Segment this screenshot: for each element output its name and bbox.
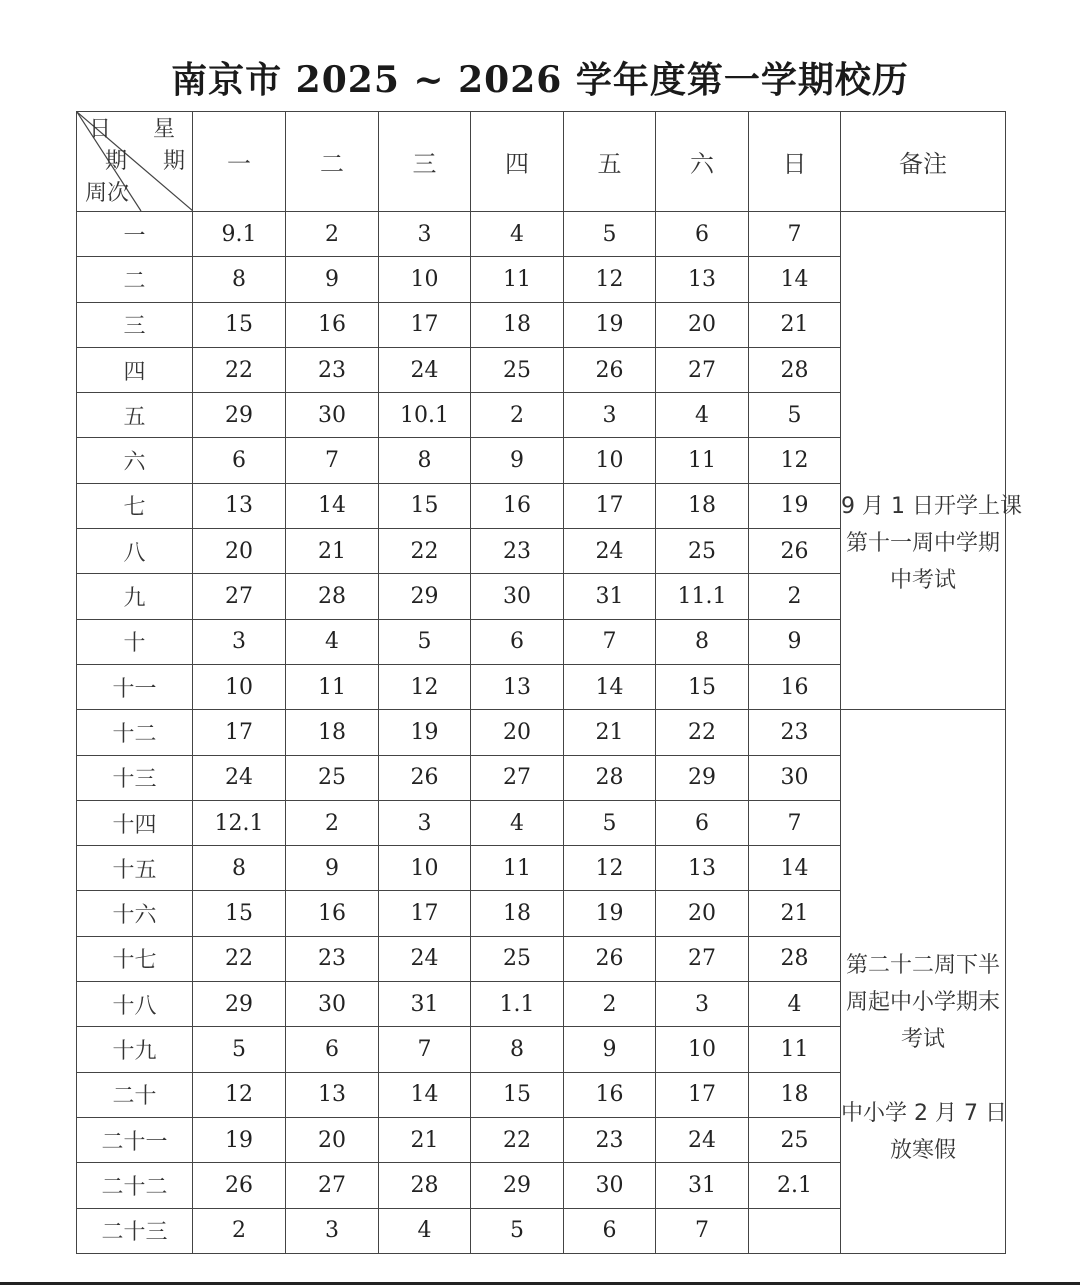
date-cell-mon: 24 — [193, 755, 286, 800]
week-number-cell: 九 — [77, 574, 193, 619]
date-cell-sun — [749, 1208, 841, 1253]
date-cell-mon: 17 — [193, 710, 286, 755]
corner-period-left-label: 期 — [105, 149, 128, 174]
date-cell-fri: 31 — [564, 574, 656, 619]
week-number-cell: 十三 — [77, 755, 193, 800]
week-number-cell: 十五 — [77, 846, 193, 891]
page-title: 南京市 2025 ~ 2026 学年度第一学期校历 — [171, 59, 909, 101]
date-cell-sat: 7 — [656, 1208, 749, 1253]
week-number-cell: 十八 — [77, 982, 193, 1027]
date-cell-mon: 9.1 — [193, 212, 286, 257]
date-cell-fri: 10 — [564, 438, 656, 483]
date-cell-tue: 30 — [286, 393, 379, 438]
date-cell-mon: 29 — [193, 982, 286, 1027]
date-cell-thu: 9 — [471, 438, 564, 483]
date-cell-tue: 16 — [286, 302, 379, 347]
week-number-cell: 二十三 — [77, 1208, 193, 1253]
date-cell-sun: 19 — [749, 483, 841, 528]
date-cell-sun: 4 — [749, 982, 841, 1027]
date-cell-thu: 11 — [471, 257, 564, 302]
date-cell-sat: 15 — [656, 664, 749, 709]
date-cell-sat: 18 — [656, 483, 749, 528]
date-cell-thu: 22 — [471, 1117, 564, 1162]
date-cell-sun: 21 — [749, 891, 841, 936]
date-cell-sun: 2.1 — [749, 1163, 841, 1208]
date-cell-fri: 9 — [564, 1027, 656, 1072]
week-number-cell: 十七 — [77, 936, 193, 981]
date-cell-sat: 29 — [656, 755, 749, 800]
date-cell-mon: 22 — [193, 347, 286, 392]
date-cell-sat: 11 — [656, 438, 749, 483]
date-cell-thu: 4 — [471, 800, 564, 845]
date-cell-fri: 12 — [564, 257, 656, 302]
week-number-cell: 一 — [77, 212, 193, 257]
date-cell-mon: 8 — [193, 257, 286, 302]
date-cell-sat: 6 — [656, 800, 749, 845]
date-cell-sat: 3 — [656, 982, 749, 1027]
notes-text — [841, 488, 1022, 599]
date-cell-sat: 13 — [656, 846, 749, 891]
date-cell-mon: 5 — [193, 1027, 286, 1072]
date-cell-wed: 5 — [379, 619, 471, 664]
date-cell-mon: 26 — [193, 1163, 286, 1208]
date-cell-tue: 28 — [286, 574, 379, 619]
note-line: 中考试 — [889, 568, 956, 594]
week-number-cell: 六 — [77, 438, 193, 483]
week-number-cell: 二 — [77, 257, 193, 302]
date-cell-mon: 22 — [193, 936, 286, 981]
date-cell-sun: 5 — [749, 393, 841, 438]
date-cell-fri: 7 — [564, 619, 656, 664]
date-cell-wed: 17 — [379, 302, 471, 347]
date-cell-wed: 8 — [379, 438, 471, 483]
date-cell-sat: 10 — [656, 1027, 749, 1072]
date-cell-wed: 22 — [379, 529, 471, 574]
date-cell-sun: 23 — [749, 710, 841, 755]
date-cell-sat: 31 — [656, 1163, 749, 1208]
date-cell-thu: 25 — [471, 936, 564, 981]
date-cell-sat: 4 — [656, 393, 749, 438]
date-cell-mon: 12 — [193, 1072, 286, 1117]
date-cell-thu: 1.1 — [471, 982, 564, 1027]
week-number-cell: 二十二 — [77, 1163, 193, 1208]
date-cell-mon: 8 — [193, 846, 286, 891]
date-cell-fri: 17 — [564, 483, 656, 528]
date-cell-fri: 19 — [564, 302, 656, 347]
weekday-header-wed: 三 — [379, 112, 471, 212]
date-cell-wed: 24 — [379, 936, 471, 981]
date-cell-thu: 18 — [471, 302, 564, 347]
date-cell-sun: 30 — [749, 755, 841, 800]
date-cell-wed: 10.1 — [379, 393, 471, 438]
date-cell-mon: 6 — [193, 438, 286, 483]
date-cell-thu: 30 — [471, 574, 564, 619]
date-cell-sun: 18 — [749, 1072, 841, 1117]
date-cell-tue: 27 — [286, 1163, 379, 1208]
date-cell-tue: 2 — [286, 800, 379, 845]
date-cell-wed: 14 — [379, 1072, 471, 1117]
date-cell-wed: 26 — [379, 755, 471, 800]
date-cell-tue: 25 — [286, 755, 379, 800]
date-cell-wed: 10 — [379, 257, 471, 302]
table-row — [77, 212, 1006, 257]
note-line: 考试 — [900, 1027, 945, 1053]
date-cell-tue: 21 — [286, 529, 379, 574]
date-cell-thu: 6 — [471, 619, 564, 664]
date-cell-thu: 16 — [471, 483, 564, 528]
date-cell-thu: 8 — [471, 1027, 564, 1072]
date-cell-wed: 19 — [379, 710, 471, 755]
week-number-cell: 三 — [77, 302, 193, 347]
date-cell-tue: 23 — [286, 936, 379, 981]
date-cell-wed: 12 — [379, 664, 471, 709]
corner-star-label: 星 — [153, 117, 176, 142]
date-cell-tue: 7 — [286, 438, 379, 483]
date-cell-tue: 18 — [286, 710, 379, 755]
date-cell-wed: 4 — [379, 1208, 471, 1253]
date-cell-fri: 30 — [564, 1163, 656, 1208]
date-cell-tue: 23 — [286, 347, 379, 392]
date-cell-mon: 3 — [193, 619, 286, 664]
date-cell-thu: 5 — [471, 1208, 564, 1253]
date-cell-tue: 13 — [286, 1072, 379, 1117]
date-cell-fri: 23 — [564, 1117, 656, 1162]
date-cell-thu: 13 — [471, 664, 564, 709]
date-cell-thu: 2 — [471, 393, 564, 438]
date-cell-sun: 9 — [749, 619, 841, 664]
date-cell-wed: 31 — [379, 982, 471, 1027]
week-number-cell: 二十一 — [77, 1117, 193, 1162]
date-cell-fri: 21 — [564, 710, 656, 755]
date-cell-wed: 17 — [379, 891, 471, 936]
weekday-header-mon: 一 — [193, 112, 286, 212]
date-cell-fri: 3 — [564, 393, 656, 438]
week-number-cell: 七 — [77, 483, 193, 528]
date-cell-sat: 27 — [656, 936, 749, 981]
note-line: 周起中小学期末 — [845, 990, 1000, 1016]
date-cell-mon: 12.1 — [193, 800, 286, 845]
date-cell-sat: 11.1 — [656, 574, 749, 619]
date-cell-tue: 9 — [286, 846, 379, 891]
date-cell-tue: 14 — [286, 483, 379, 528]
date-cell-wed: 24 — [379, 347, 471, 392]
note-line — [841, 1058, 1005, 1095]
date-cell-tue: 11 — [286, 664, 379, 709]
calendar-body — [77, 212, 1022, 1254]
date-cell-fri: 28 — [564, 755, 656, 800]
date-cell-sun: 28 — [749, 347, 841, 392]
date-cell-thu: 25 — [471, 347, 564, 392]
date-cell-thu: 15 — [471, 1072, 564, 1117]
week-number-cell: 十 — [77, 619, 193, 664]
weekday-header-tue: 二 — [286, 112, 379, 212]
date-cell-fri: 19 — [564, 891, 656, 936]
date-cell-sun: 28 — [749, 936, 841, 981]
date-cell-tue: 16 — [286, 891, 379, 936]
date-cell-fri: 26 — [564, 936, 656, 981]
date-cell-mon: 20 — [193, 529, 286, 574]
notes-text — [841, 947, 1005, 1169]
notes-cell — [841, 710, 1006, 1254]
date-cell-wed: 10 — [379, 846, 471, 891]
header-row — [77, 112, 1006, 212]
date-cell-fri: 5 — [564, 212, 656, 257]
date-cell-wed: 3 — [379, 800, 471, 845]
date-cell-sat: 24 — [656, 1117, 749, 1162]
date-cell-sat: 8 — [656, 619, 749, 664]
date-cell-sat: 27 — [656, 347, 749, 392]
date-cell-sat: 17 — [656, 1072, 749, 1117]
date-cell-sat: 22 — [656, 710, 749, 755]
corner-day-label: 日 — [89, 117, 112, 142]
date-cell-mon: 29 — [193, 393, 286, 438]
week-number-cell: 五 — [77, 393, 193, 438]
date-cell-fri: 16 — [564, 1072, 656, 1117]
date-cell-tue: 30 — [286, 982, 379, 1027]
week-number-cell: 十四 — [77, 800, 193, 845]
weekday-header-fri: 五 — [564, 112, 656, 212]
week-number-cell: 四 — [77, 347, 193, 392]
date-cell-mon: 15 — [193, 891, 286, 936]
week-number-cell: 二十 — [77, 1072, 193, 1117]
date-cell-fri: 6 — [564, 1208, 656, 1253]
date-cell-sun: 11 — [749, 1027, 841, 1072]
date-cell-sun: 25 — [749, 1117, 841, 1162]
date-cell-sun: 21 — [749, 302, 841, 347]
date-cell-sun: 7 — [749, 212, 841, 257]
date-cell-sun: 14 — [749, 846, 841, 891]
date-cell-fri: 2 — [564, 982, 656, 1027]
date-cell-thu: 4 — [471, 212, 564, 257]
date-cell-tue: 3 — [286, 1208, 379, 1253]
date-cell-mon: 19 — [193, 1117, 286, 1162]
date-cell-tue: 2 — [286, 212, 379, 257]
note-line: 放寒假 — [889, 1138, 956, 1164]
date-cell-fri: 14 — [564, 664, 656, 709]
date-cell-tue: 6 — [286, 1027, 379, 1072]
date-cell-wed: 15 — [379, 483, 471, 528]
date-cell-wed: 3 — [379, 212, 471, 257]
note-line: 第十一周中学期 — [845, 531, 1000, 557]
date-cell-sun: 2 — [749, 574, 841, 619]
date-cell-fri: 5 — [564, 800, 656, 845]
week-number-cell: 八 — [77, 529, 193, 574]
school-calendar-table — [76, 111, 1022, 1254]
date-cell-sun: 16 — [749, 664, 841, 709]
bottom-divider — [0, 1282, 1080, 1285]
week-number-cell: 十六 — [77, 891, 193, 936]
date-cell-wed: 29 — [379, 574, 471, 619]
corner-period-right-label: 期 — [163, 149, 186, 174]
week-number-cell: 十二 — [77, 710, 193, 755]
date-cell-wed: 7 — [379, 1027, 471, 1072]
date-cell-thu: 18 — [471, 891, 564, 936]
date-cell-thu: 23 — [471, 529, 564, 574]
date-cell-thu: 11 — [471, 846, 564, 891]
note-line: 9 月 1 日开学上课 — [841, 494, 1022, 520]
weekday-header-sun: 日 — [749, 112, 841, 212]
date-cell-sat: 20 — [656, 302, 749, 347]
week-number-cell: 十一 — [77, 664, 193, 709]
date-cell-sun: 14 — [749, 257, 841, 302]
note-line: 第二十二周下半 — [845, 953, 1000, 979]
date-cell-fri: 12 — [564, 846, 656, 891]
date-cell-mon: 27 — [193, 574, 286, 619]
table-row — [77, 710, 1006, 755]
date-cell-mon: 2 — [193, 1208, 286, 1253]
date-cell-sun: 12 — [749, 438, 841, 483]
date-cell-wed: 28 — [379, 1163, 471, 1208]
corner-header-cell — [77, 112, 193, 212]
weekday-header-sat: 六 — [656, 112, 749, 212]
date-cell-fri: 24 — [564, 529, 656, 574]
date-cell-sun: 26 — [749, 529, 841, 574]
date-cell-tue: 4 — [286, 619, 379, 664]
date-cell-sun: 7 — [749, 800, 841, 845]
date-cell-mon: 15 — [193, 302, 286, 347]
date-cell-sat: 13 — [656, 257, 749, 302]
date-cell-thu: 29 — [471, 1163, 564, 1208]
corner-week-label: 周次 — [85, 181, 130, 206]
date-cell-thu: 27 — [471, 755, 564, 800]
date-cell-tue: 9 — [286, 257, 379, 302]
date-cell-mon: 13 — [193, 483, 286, 528]
notes-cell — [841, 212, 1022, 710]
date-cell-mon: 10 — [193, 664, 286, 709]
date-cell-wed: 21 — [379, 1117, 471, 1162]
date-cell-sat: 6 — [656, 212, 749, 257]
date-cell-sat: 25 — [656, 529, 749, 574]
date-cell-tue: 20 — [286, 1117, 379, 1162]
weekday-header-thu: 四 — [471, 112, 564, 212]
date-cell-fri: 26 — [564, 347, 656, 392]
week-number-cell: 十九 — [77, 1027, 193, 1072]
notes-header: 备注 — [841, 112, 1006, 212]
note-line: 中小学 2 月 7 日 — [841, 1101, 1007, 1127]
date-cell-thu: 20 — [471, 710, 564, 755]
date-cell-sat: 20 — [656, 891, 749, 936]
